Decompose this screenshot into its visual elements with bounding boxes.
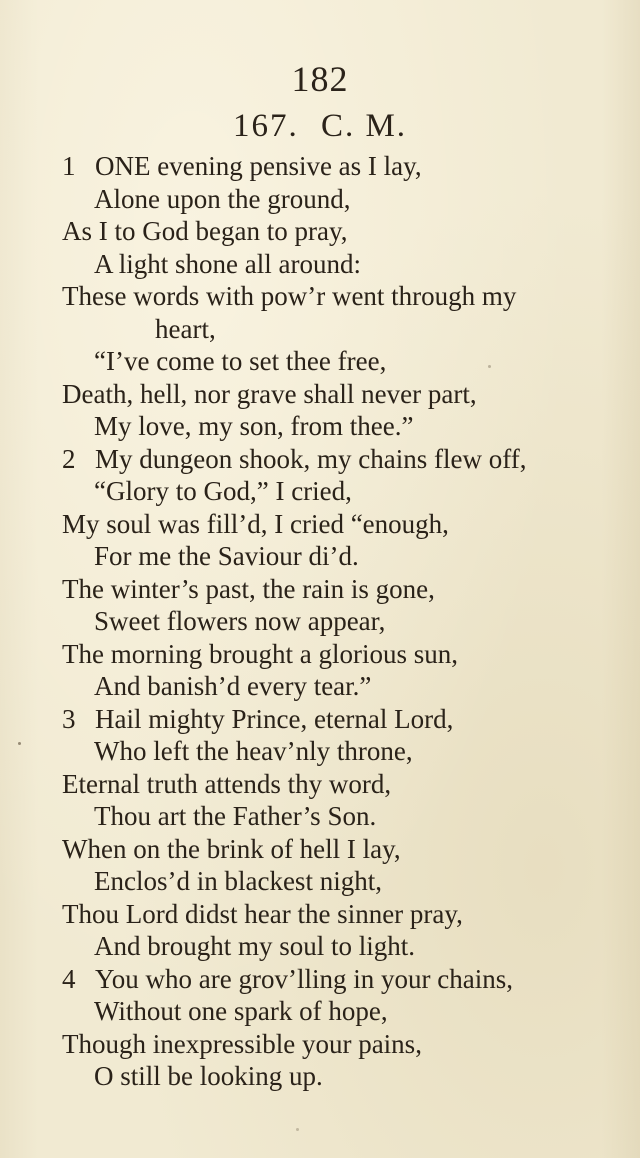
- verse-line: [0, 703, 640, 736]
- verse-line: [0, 215, 640, 248]
- verse-line: [0, 670, 640, 703]
- verse-line: [0, 150, 640, 183]
- verse-line-text: Sweet flowers now appear,: [94, 606, 386, 636]
- verse-line: [0, 930, 640, 963]
- verse-line: [0, 280, 640, 313]
- verse-number: 4: [62, 963, 76, 994]
- verse-line: [0, 898, 640, 931]
- verse-line: [0, 638, 640, 671]
- paper-speck: [18, 742, 21, 745]
- verse-line: [0, 865, 640, 898]
- verse-line: [0, 833, 640, 866]
- verse-number: 1: [62, 151, 76, 181]
- verse-line-text: For me the Saviour di’d.: [94, 541, 359, 571]
- verse-line-text: These words with pow’r went through my: [62, 281, 517, 311]
- verse-line: [0, 378, 640, 411]
- verse-line: [0, 508, 640, 541]
- verse-line-text: And banish’d every tear.”: [94, 671, 372, 701]
- page-number: 182: [291, 59, 349, 99]
- paper-speck: [296, 1128, 299, 1131]
- verse-line-text: My dungeon shook, my chains flew off,: [95, 443, 527, 474]
- verse-line: [0, 410, 640, 443]
- verse-line: [0, 573, 640, 606]
- verse-line-text: The winter’s past, the rain is gone,: [62, 573, 435, 604]
- verse-line-text: Though inexpressible your pains,: [62, 1028, 422, 1059]
- verse-line-text: You who are grov’lling in your chains,: [95, 963, 513, 994]
- verse-line-text: Enclos’d in blackest night,: [94, 866, 382, 896]
- verse-line: [0, 345, 640, 378]
- hymn-text: [0, 150, 640, 1093]
- verse-line: [0, 443, 640, 476]
- verse-line-text: Alone upon the ground,: [94, 183, 351, 214]
- verse-line-text: heart,: [155, 313, 216, 344]
- verse-line-text: Hail mighty Prince, eternal Lord,: [95, 703, 454, 734]
- verse-line-text: My soul was fill’d, I cried “enough,: [62, 508, 449, 539]
- verse-line-text: “Glory to God,” I cried,: [94, 476, 352, 506]
- verse-line: [0, 605, 640, 638]
- hymn-title: [0, 108, 640, 145]
- verse-line-text: My love, my son, from thee.”: [94, 411, 414, 441]
- verse-number: 2: [62, 443, 76, 474]
- verse-line-text: The morning brought a glorious sun,: [62, 638, 458, 669]
- verse-line: [0, 995, 640, 1028]
- paper-speck: [488, 365, 491, 368]
- verse-line-text: Without one spark of hope,: [94, 996, 388, 1026]
- verse-line-text: A light shone all around:: [94, 248, 361, 279]
- verse-line: [0, 475, 640, 508]
- verse-line-text: When on the brink of hell I lay,: [62, 833, 401, 864]
- hymn-number: 167.: [232, 108, 299, 144]
- verse-line: [0, 1060, 640, 1093]
- verse-line-text: Thou Lord didst hear the sinner pray,: [62, 898, 463, 929]
- verse-line: [0, 800, 640, 833]
- verse-line-text: As I to God began to pray,: [62, 216, 348, 246]
- verse-line-text: Eternal truth attends thy word,: [62, 768, 392, 799]
- verse-line: [0, 768, 640, 801]
- verse-line-text: Death, hell, nor grave shall never part,: [62, 378, 477, 409]
- verse-line: [0, 735, 640, 768]
- verse-line: [0, 963, 640, 996]
- verse-line: [0, 248, 640, 281]
- verse-line-text: Thou art the Father’s Son.: [94, 801, 377, 831]
- verse-line-text: Who left the heav’nly throne,: [94, 736, 413, 766]
- verse-line: [0, 183, 640, 216]
- verse-line: [0, 1028, 640, 1061]
- verse-line-text: O still be looking up.: [94, 1061, 323, 1091]
- verse-line: [0, 540, 640, 573]
- verse-line-text: And brought my soul to light.: [94, 931, 416, 961]
- verse-line-text: “I’ve come to set thee free,: [94, 346, 387, 376]
- verse-line: [0, 313, 640, 346]
- verse-number: 3: [62, 703, 76, 734]
- hymn-meter: C. M.: [320, 108, 408, 144]
- verse-line-text: ONE evening pensive as I lay,: [95, 151, 422, 181]
